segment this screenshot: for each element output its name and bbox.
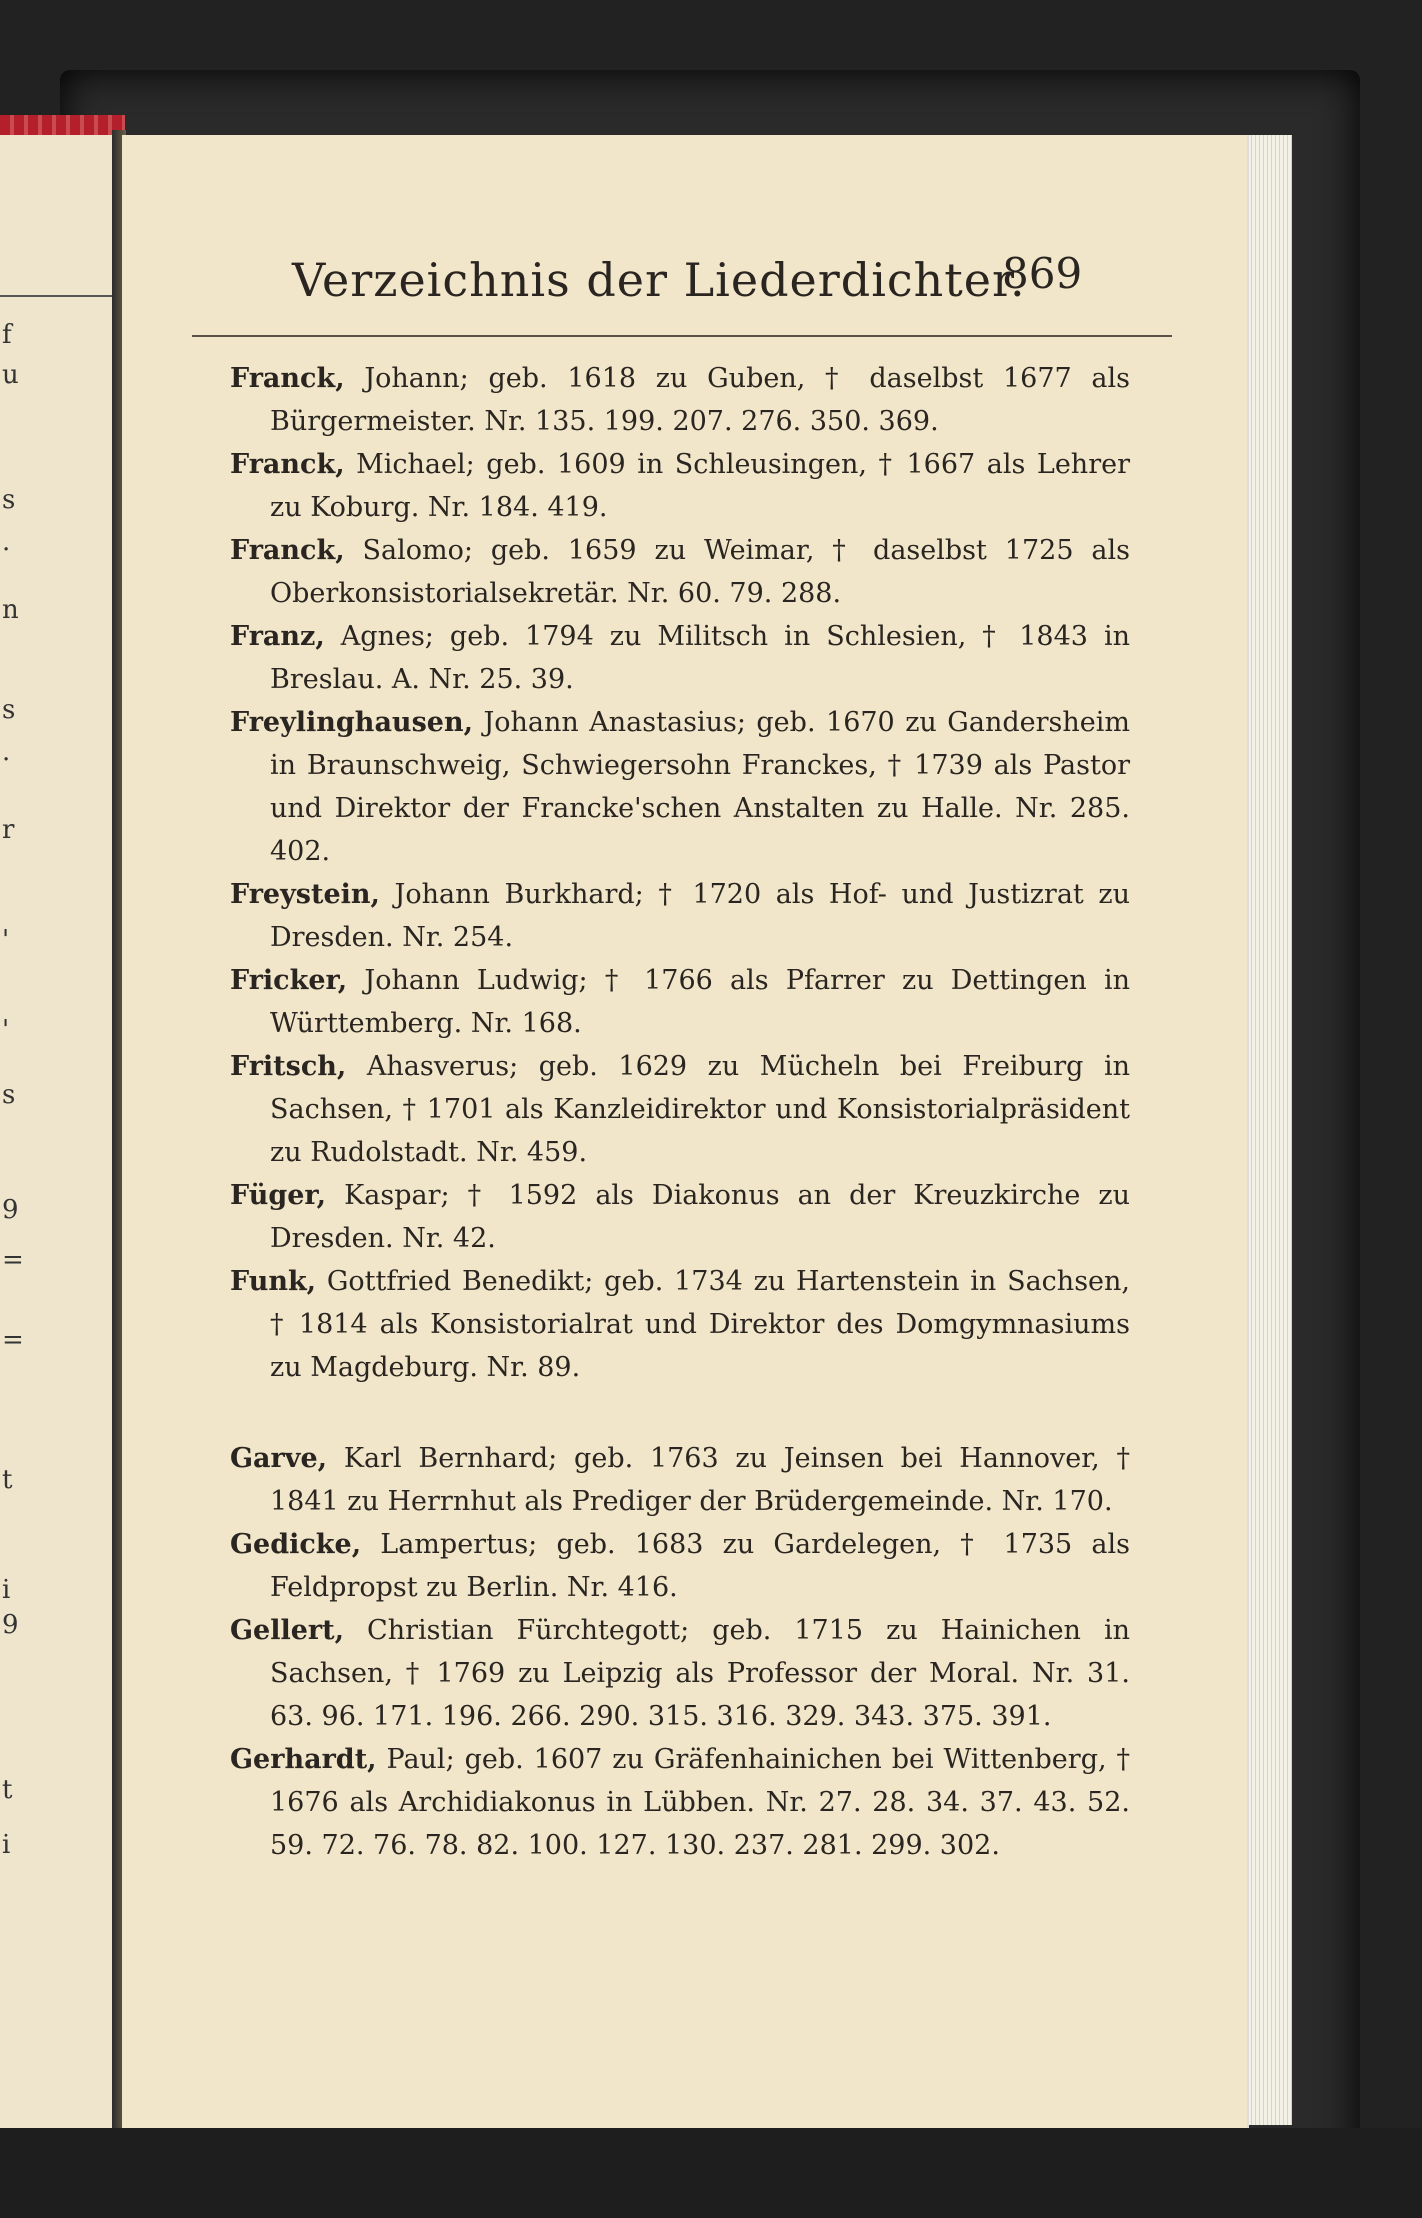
index-entry — [230, 1174, 1130, 1260]
index-entry — [230, 1738, 1130, 1867]
index-entry — [230, 357, 1130, 443]
left-page-letter: i — [2, 1575, 11, 1605]
entry-text: Gottfried Benedikt; geb. 1734 zu Hartenstein in Sachsen, † 1814 als Konsistorialrat und Direktor des Domgymnasiums zu Magdeburg. Nr. 89. — [270, 1266, 1130, 1383]
left-page-letter: n — [2, 595, 19, 625]
entry-text: Paul; geb. 1607 zu Gräfenhainichen bei Wittenberg, † 1676 als Archidiakonus in Lübben. Nr. 27. 28. 34. 37. 43. 52. 59. 72. 76. 78. 82. 100. 127. 130. 237. 281. 299. 302. — [270, 1744, 1130, 1861]
page-number: 869 — [1002, 249, 1083, 298]
index-entry — [230, 615, 1130, 701]
left-page-letter: r — [2, 815, 15, 845]
poet-name: Fritsch, — [230, 1051, 347, 1082]
left-page-rule — [0, 295, 118, 297]
bottom-shadow — [0, 2128, 1422, 2218]
entry-text: Agnes; geb. 1794 zu Militsch in Schlesien, † 1843 in Breslau. A. Nr. 25. 39. — [270, 621, 1130, 695]
index-entry — [230, 1045, 1130, 1174]
entry-text: Lampertus; geb. 1683 zu Gardelegen, † 1735 als Feldpropst zu Berlin. Nr. 416. — [270, 1529, 1130, 1603]
index-entry — [230, 1523, 1130, 1609]
poet-name: Funk, — [230, 1266, 317, 1297]
left-page-letter: t — [2, 1775, 13, 1805]
left-page-letter: u — [2, 360, 19, 390]
entry-text: Johann; geb. 1618 zu Guben, † daselbst 1677 als Bürgermeister. Nr. 135. 199. 207. 276. 350. 369. — [270, 363, 1130, 437]
header-rule — [192, 335, 1172, 337]
left-page-letter: s — [2, 1080, 16, 1110]
poet-name: Gedicke, — [230, 1529, 362, 1560]
entry-text: Michael; geb. 1609 in Schleusingen, † 1667 als Lehrer zu Koburg. Nr. 184. 419. — [270, 449, 1130, 523]
index-entry — [230, 443, 1130, 529]
poet-index-entries — [230, 357, 1130, 1867]
entry-text: Johann Anastasius; geb. 1670 zu Gandersheim in Braunschweig, Schwiegersohn Franckes, † 1739 als Pastor und Direktor der Francke'schen Anstalten zu Halle. Nr. 285. 402. — [270, 707, 1130, 867]
left-page-letter: s — [2, 695, 16, 725]
poet-name: Fricker, — [230, 965, 348, 996]
index-entry — [230, 701, 1130, 873]
poet-name: Füger, — [230, 1180, 327, 1211]
left-page-letter: · — [2, 535, 11, 565]
entry-text: Johann Burkhard; † 1720 als Hof- und Justizrat zu Dresden. Nr. 254. — [270, 879, 1130, 953]
index-entry — [230, 1437, 1130, 1523]
left-page-letter: = — [2, 1325, 24, 1355]
entry-text: Karl Bernhard; geb. 1763 zu Jeinsen bei Hannover, † 1841 zu Herrnhut als Prediger der Brüdergemeinde. Nr. 170. — [270, 1443, 1130, 1517]
left-page-letter: = — [2, 1245, 24, 1275]
left-page-letter: · — [2, 745, 11, 775]
entry-text: Christian Fürchtegott; geb. 1715 zu Hainichen in Sachsen, † 1769 zu Leipzig als Professor der Moral. Nr. 31. 63. 96. 171. 196. 266. 290. 315. 316. 329. 343. 375. 391. — [270, 1615, 1130, 1732]
index-entry — [230, 1609, 1130, 1738]
index-entry — [230, 529, 1130, 615]
left-page-letter: t — [2, 1465, 13, 1495]
left-page-letter: ' — [2, 925, 10, 955]
left-page-edge — [0, 135, 118, 2218]
left-page-letter: i — [2, 1830, 11, 1860]
poet-name: Freylinghausen, — [230, 707, 473, 738]
index-entry — [230, 959, 1130, 1045]
index-entry — [230, 1260, 1130, 1389]
left-page-letter: 9 — [2, 1195, 19, 1225]
poet-name: Franck, — [230, 535, 345, 566]
entry-text: Salomo; geb. 1659 zu Weimar, † daselbst 1725 als Oberkonsistorialsekretär. Nr. 60. 79. 288. — [270, 535, 1130, 609]
running-title: Verzeichnis der Liederdichter. — [292, 253, 1026, 307]
entry-text: Johann Ludwig; † 1766 als Pfarrer zu Dettingen in Württemberg. Nr. 168. — [270, 965, 1130, 1039]
poet-name: Franck, — [230, 449, 345, 480]
poet-name: Franz, — [230, 621, 325, 652]
page-edges — [1244, 135, 1292, 2125]
right-page — [122, 135, 1247, 2135]
poet-name: Freystein, — [230, 879, 380, 910]
poet-name: Gerhardt, — [230, 1744, 377, 1775]
poet-name: Gellert, — [230, 1615, 345, 1646]
letter-group-gap — [230, 1389, 1130, 1437]
poet-name: Garve, — [230, 1443, 328, 1474]
red-headband — [0, 115, 125, 135]
left-page-letter: 9 — [2, 1610, 19, 1640]
entry-text: Kaspar; † 1592 als Diakonus an der Kreuzkirche zu Dresden. Nr. 42. — [270, 1180, 1130, 1254]
index-entry — [230, 873, 1130, 959]
left-page-letter: ' — [2, 1015, 10, 1045]
left-page-letter: f — [2, 320, 12, 350]
entry-text: Ahasverus; geb. 1629 zu Mücheln bei Freiburg in Sachsen, † 1701 als Kanzleidirektor und Konsistorialpräsident zu Rudolstadt. Nr. 459. — [270, 1051, 1130, 1168]
poet-name: Franck, — [230, 363, 345, 394]
left-page-letter: s — [2, 485, 16, 515]
